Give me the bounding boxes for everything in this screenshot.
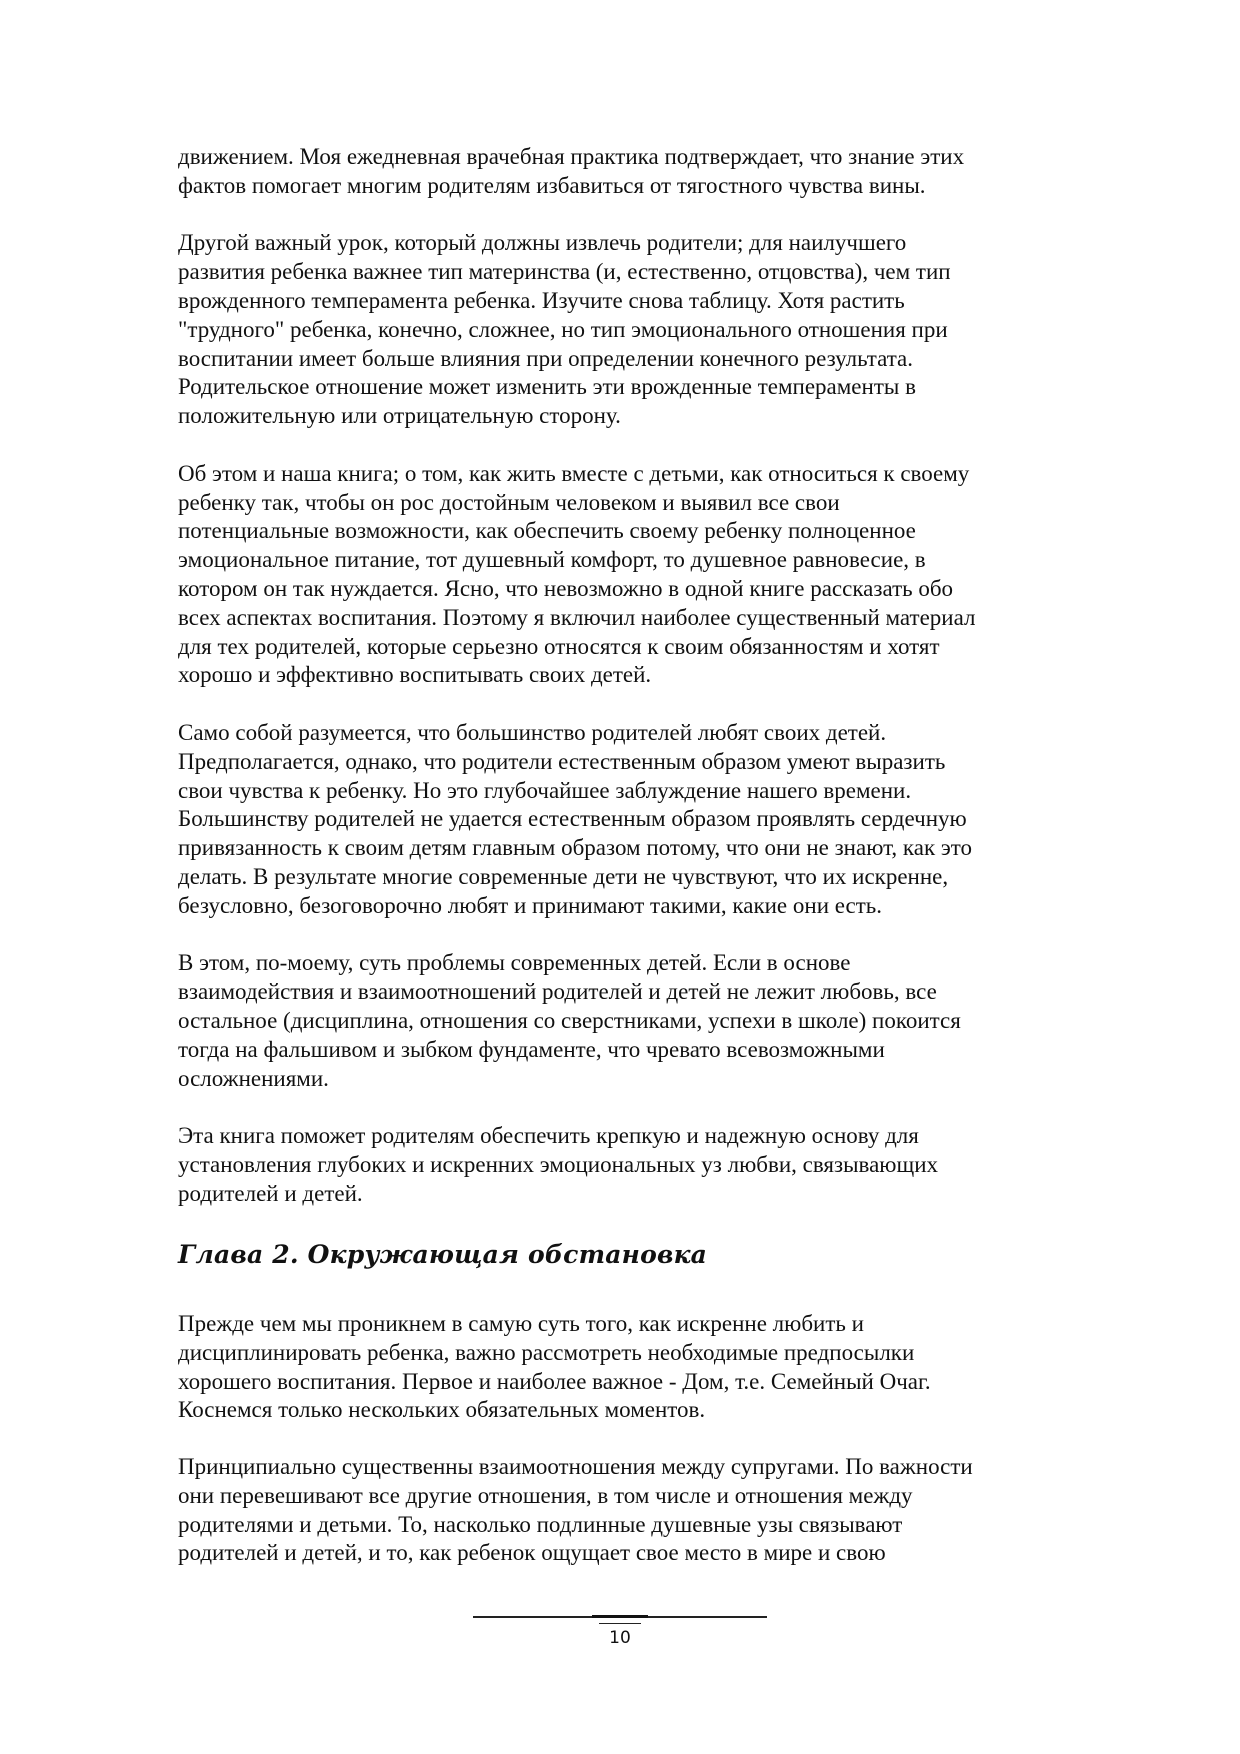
- text-line: хорошо и эффективно воспитывать своих детей.: [178, 662, 652, 688]
- text-line: осложнениями.: [178, 1065, 329, 1091]
- text-line: безусловно, безоговорочно любят и принимают такими, какие они есть.: [178, 892, 883, 918]
- text-line: котором он так нуждается. Ясно, что невозможно в одной книге рассказать обо: [178, 575, 954, 601]
- text-line: эмоциональное питание, тот душевный комфорт, то душевное равновесие, в: [178, 547, 926, 573]
- text-line: Принципиально существенны взаимоотношения между супругами. По важности: [178, 1454, 973, 1479]
- paragraph: [178, 460, 1078, 690]
- chapter-heading: Глава 2. Окружающая обстановка: [178, 1240, 708, 1269]
- page-number-overline: [599, 1623, 641, 1624]
- text-line: родителей и детей, и то, как ребенок ощущает свое место в мире и свою: [178, 1540, 886, 1566]
- text-line: привязанность к своим детям главным образом потому, что они не знают, как это: [178, 835, 972, 861]
- text-line: В этом, по-моему, суть проблемы современных детей. Если в основе: [178, 950, 851, 976]
- text-line: Прежде чем мы проникнем в самую суть того, как искренне любить и: [178, 1311, 864, 1336]
- text-line: для тех родителей, которые серьезно относятся к своим обязанностям и хотят: [178, 633, 940, 659]
- text-line: развития ребенка важнее тип материнства (и, естественно, отцовства), чем тип: [178, 259, 951, 285]
- text-line: потенциальные возможности, как обеспечить своему ребенку полноценное: [178, 518, 916, 544]
- text-line: воспитании имеет больше влияния при определении конечного результата.: [178, 345, 914, 371]
- text-line: они перевешивают все другие отношения, в том числе и отношения между: [178, 1482, 913, 1508]
- text-line: врожденного темперамента ребенка. Изучите снова таблицу. Хотя растить: [178, 287, 905, 313]
- paragraph: [178, 1122, 1078, 1208]
- text-line: Коснемся только нескольких обязательных моментов.: [178, 1397, 706, 1423]
- text-line: Эта книга поможет родителям обеспечить крепкую и надежную основу для: [178, 1123, 919, 1149]
- text-line: взаимодействия и взаимоотношений родителей и детей не лежит любовь, все: [178, 979, 937, 1005]
- text-line: всех аспектах воспитания. Поэтому я включил наиболее существенный материал: [178, 604, 976, 630]
- text-line: фактов помогает многим родителям избавиться от тягостного чувства вины.: [178, 172, 926, 198]
- paragraph: [178, 1310, 1078, 1425]
- text-line: Большинству родителей не удается естественным образом проявлять сердечную: [178, 806, 967, 832]
- text-line: делать. В результате многие современные дети не чувствуют, что их искренне,: [178, 863, 949, 889]
- text-line: Родительское отношение может изменить эти врожденные темпераменты в: [178, 374, 916, 400]
- text-line: Само собой разумеется, что большинство родителей любят своих детей.: [178, 720, 887, 745]
- text-line: положительную или отрицательную сторону.: [178, 403, 621, 429]
- paragraph: [178, 229, 1078, 431]
- paragraph: [178, 1453, 1078, 1568]
- text-line: Об этом и наша книга; о том, как жить вместе с детьми, как относиться к своему: [178, 460, 970, 486]
- text-line: родителей и детей.: [178, 1180, 363, 1206]
- paragraph: [178, 949, 1078, 1093]
- text-line: хорошего воспитания. Первое и наиболее важное - Дом, т.е. Семейный Очаг.: [178, 1368, 931, 1394]
- text-line: остальное (дисциплина, отношения со сверстниками, успехи в школе) покоится: [178, 1007, 961, 1033]
- paragraph: [178, 719, 1078, 921]
- text-line: дисциплинировать ребенка, важно рассмотреть необходимые предпосылки: [178, 1339, 915, 1365]
- text-line: "трудного" ребенка, конечно, сложнее, но тип эмоционального отношения при: [178, 316, 948, 342]
- text-line: свои чувства к ребенку. Но это глубочайшее заблуждение нашего времени.: [178, 777, 912, 803]
- text-line: Другой важный урок, который должны извлечь родители; для наилучшего: [178, 230, 907, 256]
- text-line: Предполагается, однако, что родители естественным образом умеют выразить: [178, 748, 946, 774]
- paragraph: [178, 143, 1078, 201]
- text-line: тогда на фальшивом и зыбком фундаменте, что чревато всевозможными: [178, 1036, 885, 1062]
- text-line: родителями и детьми. То, насколько подлинные душевные узы связывают: [178, 1511, 903, 1537]
- page-number: 10: [609, 1628, 631, 1648]
- text-line: движением. Моя ежедневная врачебная практика подтверждает, что знание этих: [178, 144, 965, 169]
- text-line: установления глубоких и искренних эмоциональных уз любви, связывающих: [178, 1151, 939, 1177]
- footer-divider-accent: [592, 1615, 648, 1618]
- text-line: ребенку так, чтобы он рос достойным человеком и выявил все свои: [178, 489, 840, 515]
